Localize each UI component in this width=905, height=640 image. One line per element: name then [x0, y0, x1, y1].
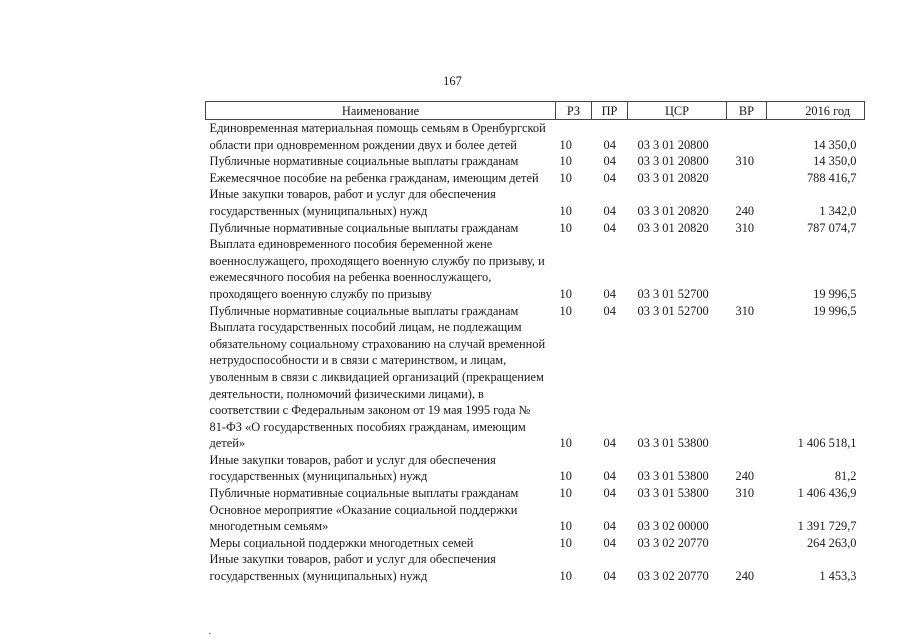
row-sum: 1 342,0 — [819, 203, 857, 218]
row-rz: 10 — [559, 286, 572, 301]
row-sum: 81,2 — [834, 469, 857, 484]
budget-table — [205, 101, 865, 585]
table-row — [206, 551, 865, 584]
row-sum: 1 406 436,9 — [797, 486, 857, 501]
row-name: Основное мероприятие «Оказание социальной поддержки многодетным семьям» — [209, 502, 518, 534]
row-rz: 10 — [559, 469, 572, 484]
row-pr: 04 — [603, 170, 616, 185]
row-sum: 787 074,7 — [806, 220, 857, 235]
row-csr: 03 3 01 20820 — [637, 203, 709, 218]
table-row — [206, 303, 865, 320]
row-vr: 310 — [735, 154, 755, 169]
row-name: Выплата единовременного пособия беременной жене военнослужащего, проходящего военную службу по призыву, и ежемесячного пособия на ребенка военнослужащего, проходящего военную службу по призыву — [209, 237, 545, 301]
row-vr: 310 — [735, 220, 755, 235]
header-csr: ЦСР — [628, 102, 727, 120]
row-name: Единовременная материальная помощь семьям в Оренбургской области при одновременном рождении двух и более детей — [209, 121, 546, 152]
row-pr: 04 — [603, 486, 616, 501]
row-csr: 03 3 01 20800 — [637, 154, 709, 169]
row-pr: 04 — [603, 519, 616, 534]
row-csr: 03 3 01 53800 — [637, 436, 709, 451]
row-sum: 14 350,0 — [813, 154, 857, 169]
row-csr: 03 3 01 20820 — [637, 170, 709, 185]
table-row — [206, 153, 865, 170]
row-rz: 10 — [559, 220, 572, 235]
row-name: Выплата государственных пособий лицам, не подлежащим обязательному социальному страхованию на случай временной нетрудоспособности и в связи с материнством, и лицам, уволенным в связи с ликвидацией организаций (прекращением деятельности, полномочий физическими лицами), в соответствии с Федеральным законом от 19 мая 1995 года № 81-ФЗ «О государственных пособиях гражданам, имеющим детей» — [209, 320, 546, 451]
row-rz: 10 — [559, 203, 572, 218]
table-row — [206, 236, 865, 302]
row-rz: 10 — [559, 436, 572, 451]
row-vr — [727, 236, 767, 302]
table-row — [206, 319, 865, 452]
row-name: Публичные нормативные социальные выплаты гражданам — [209, 154, 519, 169]
header-pr: ПР — [592, 102, 628, 120]
row-rz: 10 — [559, 154, 572, 169]
header-sum: 2016 год — [767, 102, 865, 120]
table-row — [206, 170, 865, 187]
row-csr: 03 3 02 20770 — [637, 569, 709, 584]
row-sum: 19 996,5 — [813, 303, 857, 318]
page-number: 167 — [443, 74, 462, 88]
row-name: Публичные нормативные социальные выплаты гражданам — [209, 220, 519, 235]
row-pr: 04 — [603, 436, 616, 451]
table-row — [206, 502, 865, 535]
row-csr: 03 3 01 20800 — [637, 137, 709, 152]
row-sum: 1 406 518,1 — [797, 436, 857, 451]
table-row — [206, 485, 865, 502]
row-vr — [727, 120, 767, 154]
scan-speck — [209, 633, 211, 634]
row-sum: 1 391 729,7 — [797, 519, 857, 534]
row-rz: 10 — [559, 486, 572, 501]
row-pr: 04 — [603, 154, 616, 169]
row-name: Публичные нормативные социальные выплаты гражданам — [209, 303, 519, 318]
row-sum: 14 350,0 — [813, 137, 857, 152]
row-vr: 310 — [735, 486, 755, 501]
row-sum: 19 996,5 — [813, 286, 857, 301]
row-rz: 10 — [559, 519, 572, 534]
row-rz: 10 — [559, 137, 572, 152]
row-sum: 264 263,0 — [806, 535, 857, 550]
row-rz: 10 — [559, 170, 572, 185]
row-pr: 04 — [603, 137, 616, 152]
row-name: Ежемесячное пособие на ребенка гражданам, имеющим детей — [209, 170, 539, 185]
row-csr: 03 3 01 20820 — [637, 220, 709, 235]
row-rz: 10 — [559, 535, 572, 550]
table-header-row — [206, 102, 865, 120]
row-name: Публичные нормативные социальные выплаты гражданам — [209, 486, 519, 501]
table-row — [206, 535, 865, 552]
header-rz: РЗ — [556, 102, 592, 120]
row-name: Иные закупки товаров, работ и услуг для обеспечения государственных (муниципальных) нужд — [209, 187, 496, 218]
row-vr: 240 — [735, 569, 755, 584]
header-vr: ВР — [727, 102, 767, 120]
row-csr: 03 3 01 53800 — [637, 486, 709, 501]
table-row — [206, 452, 865, 485]
row-name: Меры социальной поддержки многодетных семей — [209, 535, 474, 550]
row-pr: 04 — [603, 535, 616, 550]
table-row — [206, 120, 865, 154]
row-pr: 04 — [603, 220, 616, 235]
row-vr: 240 — [735, 469, 755, 484]
row-csr: 03 3 01 53800 — [637, 469, 709, 484]
row-pr: 04 — [603, 569, 616, 584]
row-vr — [727, 502, 767, 535]
row-sum: 788 416,7 — [806, 170, 857, 185]
row-vr: 310 — [735, 303, 755, 318]
row-vr — [727, 319, 767, 452]
row-vr — [727, 535, 767, 552]
row-vr: 240 — [735, 203, 755, 218]
table-row — [206, 186, 865, 219]
row-rz: 10 — [559, 303, 572, 318]
row-pr: 04 — [603, 303, 616, 318]
row-vr — [727, 170, 767, 187]
row-csr: 03 3 02 00000 — [637, 519, 709, 534]
table-row — [206, 220, 865, 237]
row-rz: 10 — [559, 569, 572, 584]
row-sum: 1 453,3 — [819, 569, 857, 584]
row-csr: 03 3 01 52700 — [637, 303, 709, 318]
row-pr: 04 — [603, 203, 616, 218]
row-name: Иные закупки товаров, работ и услуг для обеспечения государственных (муниципальных) нужд — [209, 452, 496, 484]
row-name: Иные закупки товаров, работ и услуг для обеспечения государственных (муниципальных) нужд — [209, 552, 496, 584]
row-pr: 04 — [603, 469, 616, 484]
row-csr: 03 3 02 20770 — [637, 535, 709, 550]
header-name: Наименование — [206, 102, 556, 120]
row-csr: 03 3 01 52700 — [637, 286, 709, 301]
row-pr: 04 — [603, 286, 616, 301]
